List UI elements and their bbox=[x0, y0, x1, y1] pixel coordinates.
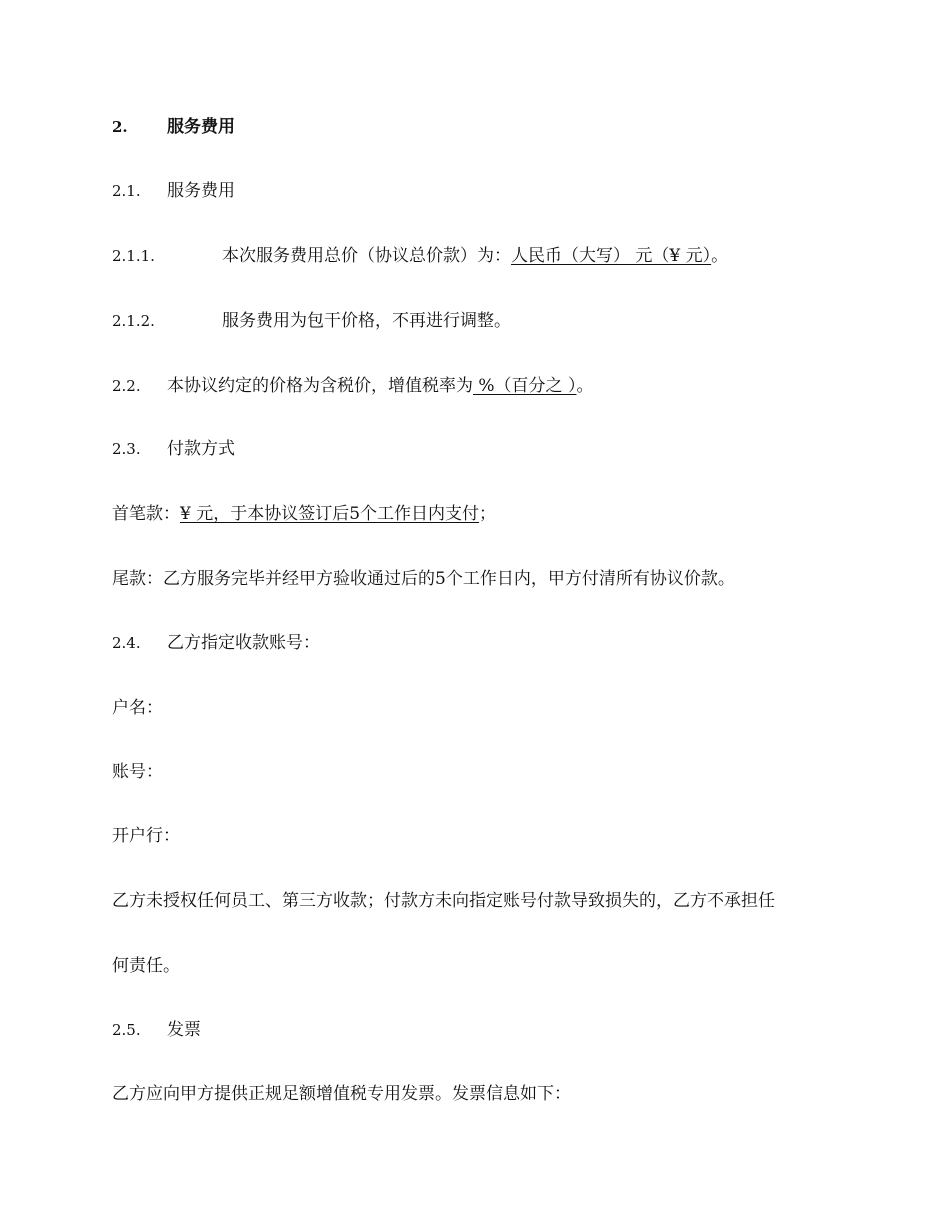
section-title: 服务费用 bbox=[167, 117, 235, 137]
clause-number: 2.1.2. bbox=[112, 312, 155, 330]
clause-2-5-heading bbox=[112, 1019, 850, 1041]
clause-2-1-2 bbox=[112, 310, 850, 332]
section-heading bbox=[112, 116, 850, 138]
clause-text: 服务费用为包干价格，不再进行调整。 bbox=[222, 311, 511, 331]
clause-punct: ； bbox=[479, 504, 497, 524]
clause-number: 2.2. bbox=[112, 377, 141, 395]
invoice-text: 乙方应向甲方提供正规足额增值税专用发票。发票信息如下： bbox=[112, 1084, 571, 1104]
clause-number: 2.4. bbox=[112, 634, 141, 652]
account-number-line bbox=[112, 761, 850, 783]
clause-text: 本协议约定的价格为含税价，增值税率为 bbox=[167, 376, 473, 396]
disclaimer-line-2 bbox=[112, 955, 850, 977]
account-name-line bbox=[112, 697, 850, 719]
account-name-label: 户名： bbox=[112, 698, 163, 718]
bank-line bbox=[112, 825, 850, 847]
clause-2-4-heading bbox=[112, 632, 850, 654]
clause-text: 本次服务费用总价（协议总价款）为： bbox=[222, 246, 511, 266]
clause-title: 乙方指定收款账号： bbox=[167, 633, 320, 653]
first-payment-label: 首笔款： bbox=[112, 504, 180, 524]
clause-2-1-heading bbox=[112, 180, 850, 202]
disclaimer-line-1 bbox=[112, 890, 850, 912]
clause-title: 付款方式 bbox=[167, 439, 235, 459]
first-payment-line bbox=[112, 503, 850, 525]
clause-number: 2.1.1. bbox=[112, 247, 155, 265]
disclaimer-text: 何责任。 bbox=[112, 956, 180, 976]
clause-number: 2.5. bbox=[112, 1021, 141, 1039]
invoice-line bbox=[112, 1083, 850, 1105]
clause-title: 服务费用 bbox=[167, 181, 235, 201]
final-payment-line bbox=[112, 568, 850, 590]
clause-2-3-heading bbox=[112, 438, 850, 460]
section-number: 2. bbox=[112, 118, 128, 136]
clause-punct: 。 bbox=[711, 246, 729, 266]
first-payment-field: ¥ 元，于本协议签订后5个工作日内支付 bbox=[180, 504, 480, 524]
clause-title: 发票 bbox=[167, 1020, 201, 1040]
clause-number: 2.3. bbox=[112, 440, 141, 458]
disclaimer-text: 乙方未授权任何员工、第三方收款；付款方未向指定账号付款导致损失的，乙方不承担任 bbox=[112, 891, 775, 911]
clause-punct: 。 bbox=[576, 376, 594, 396]
final-payment-text: 尾款：乙方服务完毕并经甲方验收通过后的5个工作日内，甲方付清所有协议价款。 bbox=[112, 569, 735, 589]
clause-2-1-1 bbox=[112, 245, 850, 267]
account-number-label: 账号： bbox=[112, 762, 163, 782]
tax-rate-field: %（百分之 ） bbox=[473, 376, 577, 396]
bank-label: 开户行： bbox=[112, 826, 180, 846]
clause-2-2 bbox=[112, 375, 850, 397]
total-price-field: 人民币（大写） 元（¥ 元） bbox=[511, 246, 712, 266]
clause-number: 2.1. bbox=[112, 182, 141, 200]
